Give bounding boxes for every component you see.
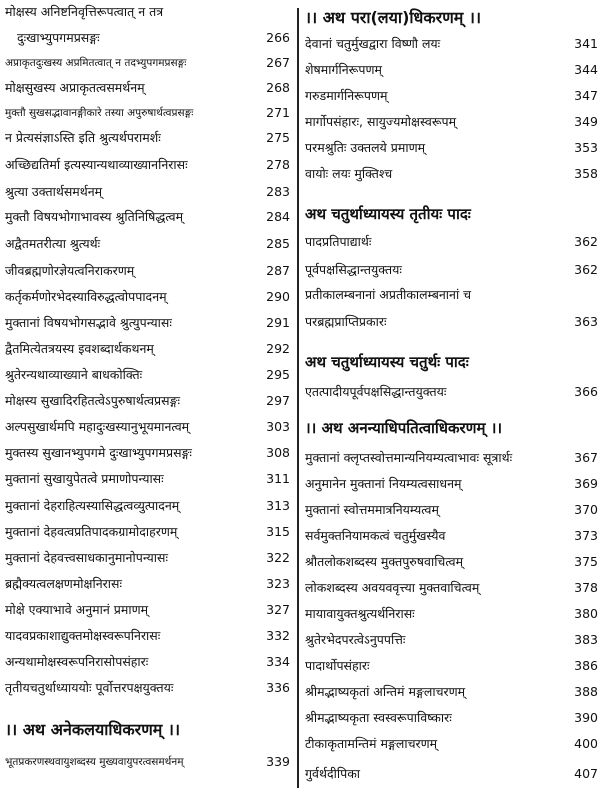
toc-entry-title: यादवप्रकाशाद्युक्तमोक्षस्वरूपनिरासः — [5, 628, 161, 643]
toc-entry-page: 344 — [574, 62, 598, 77]
toc-entry — [5, 263, 290, 279]
toc-entry-title: भूतप्रकरणस्थवायुशब्दस्य मुख्यवायुपरत्वसमर्थनम् — [5, 756, 184, 768]
toc-entry-page: 367 — [574, 450, 598, 465]
toc-entry-title: मार्गोपसंहारः, सायुज्यमोक्षस्वरूपम् — [305, 114, 457, 129]
toc-entry — [305, 684, 598, 700]
toc-entry-page: 332 — [266, 628, 290, 643]
toc-entry-page: 366 — [574, 384, 598, 399]
toc-entry — [305, 140, 598, 156]
toc-entry-page: 353 — [574, 140, 598, 155]
toc-entry-page: 308 — [266, 445, 290, 460]
toc-entry-title: अद्वैतमतरीत्या श्रुत्यर्थः — [5, 236, 101, 251]
toc-entry-page: 290 — [266, 289, 290, 304]
toc-entry-page: 315 — [266, 524, 290, 539]
toc-entry — [5, 498, 290, 514]
toc-entry-page: 313 — [266, 498, 290, 513]
toc-entry-page: 291 — [266, 315, 290, 330]
toc-entry-page: 287 — [266, 263, 290, 278]
toc-entry-page: 278 — [266, 157, 290, 172]
toc-entry — [5, 55, 290, 71]
section-heading: ।। अथ अनन्याधिपतित्वाधिकरणम् ।। — [305, 419, 503, 437]
toc-entry-title: प्रतीकालम्बनानां अप्रतीकालम्बनानां च — [305, 287, 472, 302]
toc-entry-page: 275 — [266, 130, 290, 145]
toc-entry-title: मुक्तानां देहराहित्यस्यासिद्धत्वव्युत्पादनम् — [5, 498, 180, 513]
toc-entry-title: श्रौतलोकशब्दस्य मुक्तपुरुषवाचित्वम् — [305, 554, 464, 569]
toc-entry — [305, 528, 598, 544]
toc-entry-title: मायावायुक्तश्रुत्यर्थनिरासः — [305, 606, 415, 621]
toc-entry-title: परब्रह्मप्राप्तिप्रकारः — [305, 314, 387, 329]
toc-entry-page: 369 — [574, 476, 598, 491]
toc-entry-title: श्रीमद्भाष्यकृतां अन्तिमं मङ्गलाचरणम् — [305, 684, 466, 699]
toc-entry-title: पादार्थोपसंहारः — [305, 658, 370, 673]
toc-entry — [305, 502, 598, 518]
toc-entry-page: 334 — [266, 654, 290, 669]
toc-entry-title: मुक्तस्य सुखानभ्युपगमे दुःखाभ्युपगमप्रसङ्गः — [5, 445, 192, 460]
toc-entry-title: पादप्रतिपाद्यार्थः — [305, 234, 372, 249]
toc-entry — [305, 736, 598, 752]
toc-entry — [5, 680, 290, 696]
section-heading: ।। अथ परा(लया)धिकरणम् ।। — [305, 8, 482, 27]
toc-entry-title: श्रुत्या उक्तार्थसमर्थनम् — [5, 184, 103, 199]
toc-entry — [5, 209, 290, 225]
toc-entry-title: टीकाकृतामन्तिमं मङ्गलाचरणम् — [305, 736, 438, 751]
toc-entry-page: 388 — [574, 684, 598, 699]
toc-entry-page: 341 — [574, 36, 598, 51]
toc-entry-title: मुक्तानां क्लृप्तस्वोत्तमान्यनियम्यत्वाभावः सूत्रार्थः — [305, 450, 513, 465]
toc-entry-page: 363 — [574, 314, 598, 329]
toc-entry-title: श्रुतेरभेदपरत्वेऽनुपपत्तिः — [305, 632, 406, 647]
toc-entry-title: जीवब्रह्मणोरज्ञेयत्वनिराकरणम् — [5, 263, 135, 278]
toc-entry-title: द्वैतमित्येतत्रयस्य इवशब्दार्थकथनम् — [5, 341, 154, 356]
toc-entry-page: 380 — [574, 606, 598, 621]
toc-entry-page: 284 — [266, 209, 290, 224]
toc-entry — [305, 632, 598, 648]
column-divider — [297, 8, 299, 788]
toc-entry — [305, 36, 598, 52]
toc-entry — [305, 476, 598, 492]
toc-entry-page: 267 — [266, 55, 290, 70]
toc-entry-title: मोक्षसुखस्य अप्राकृतत्वसमर्थनम् — [5, 80, 145, 95]
toc-entry-page: 323 — [266, 576, 290, 591]
toc-entry — [5, 315, 290, 331]
toc-entry — [305, 766, 598, 782]
section-heading: अथ चतुर्थाध्यायस्य चतुर्थः पादः — [305, 353, 469, 371]
toc-entry-title: अनुमानेन मुक्तानां नियम्यत्वसाधनम् — [305, 476, 462, 491]
toc-entry-title: मुक्तानां देहवत्त्वसाधकानुमानोपन्यासः — [5, 550, 168, 565]
toc-entry — [305, 658, 598, 674]
toc-entry — [5, 471, 290, 487]
toc-entry — [5, 130, 290, 146]
toc-entry-title: सर्वमुक्तनियामकत्वं चतुर्मुखस्यैव — [305, 528, 446, 543]
toc-entry-title: तृतीयचतुर्थाध्याययोः पूर्वोत्तरपक्षयुक्तयः — [5, 680, 174, 695]
toc-entry — [5, 236, 290, 252]
toc-entry — [305, 166, 598, 182]
toc-entry — [5, 157, 290, 173]
toc-entry-page: 347 — [574, 88, 598, 103]
toc-entry — [5, 4, 290, 20]
toc-entry-title: शेषमार्गनिरूपणम् — [305, 62, 382, 77]
toc-entry-title: लोकशब्दस्य अवयववृत्त्या मुक्तवाचित्वम् — [305, 580, 480, 595]
toc-entry — [5, 628, 290, 644]
toc-entry-page: 370 — [574, 502, 598, 517]
toc-entry — [5, 30, 290, 46]
toc-entry — [305, 88, 598, 104]
toc-entry — [5, 602, 290, 618]
toc-entry — [305, 287, 598, 303]
toc-entry-page: 407 — [574, 766, 598, 781]
toc-entry-title: ब्रह्मैक्यत्वलक्षणमोक्षनिरासः — [5, 576, 123, 591]
toc-entry-title: मोक्षस्य अनिष्टनिवृत्तिरूपत्वात् न तत्र — [5, 4, 164, 19]
toc-entry-page: 386 — [574, 658, 598, 673]
section-heading: अथ चतुर्थाध्यायस्य तृतीयः पादः — [305, 205, 471, 223]
toc-entry-page: 375 — [574, 554, 598, 569]
toc-entry — [305, 384, 598, 400]
toc-entry — [305, 710, 598, 726]
toc-entry-title: अल्पसुखार्थमपि महादुःखस्यानुभूयमानत्वम् — [5, 419, 190, 434]
toc-entry-title: मुक्तौ सुखसद्भावानङ्गीकारे तस्या अपुरुषार्थत्वप्रसङ्गः — [5, 107, 194, 119]
toc-entry-page: 362 — [574, 234, 598, 249]
section-heading: ।। अथ अनेकलयाधिकरणम् ।। — [5, 720, 181, 739]
toc-entry-page: 362 — [574, 262, 598, 277]
toc-entry — [305, 450, 598, 466]
toc-entry-page: 283 — [266, 184, 290, 199]
toc-entry-title: मुक्तानां विषयभोगसद्भावे श्रुत्युपन्यासः — [5, 315, 172, 330]
toc-entry-page: 358 — [574, 166, 598, 181]
toc-entry-title: मुक्तौ विषयभोगाभावस्य श्रुतिनिषिद्धत्वम् — [5, 209, 184, 224]
toc-entry-title: मुक्तानां स्वोत्तममात्रनियम्यत्वम् — [305, 502, 439, 517]
toc-entry-title: मोक्षस्य सुखादिरहितत्वेऽपुरुषार्थत्वप्रसङ्गः — [5, 393, 181, 408]
toc-entry-title: मुक्तानां सुखायुपेतत्वे प्रमाणोपन्यासः — [5, 471, 164, 486]
toc-entry — [305, 234, 598, 250]
toc-entry-page: 373 — [574, 528, 598, 543]
toc-entry — [305, 62, 598, 78]
toc-entry-page: 327 — [266, 602, 290, 617]
toc-entry — [5, 419, 290, 435]
toc-entry-title: गुर्वर्थदीपिका — [305, 766, 361, 781]
toc-entry-page: 266 — [266, 30, 290, 45]
toc-entry — [5, 367, 290, 383]
toc-entry — [5, 105, 290, 121]
toc-entry-title: दुःखाभ्युपगमप्रसङ्गः — [17, 30, 100, 45]
toc-entry-page: 311 — [266, 471, 290, 486]
toc-entry-page: 285 — [266, 236, 290, 251]
toc-entry — [5, 576, 290, 592]
toc-entry-page: 271 — [266, 105, 290, 120]
toc-entry-page: 383 — [574, 632, 598, 647]
toc-entry — [5, 184, 290, 200]
toc-entry-title: वायोः लयः मुक्तिश्च — [305, 166, 393, 181]
toc-entry-title: देवानां चतुर्मुखद्वारा विष्णौ लयः — [305, 36, 441, 51]
toc-entry — [305, 606, 598, 622]
toc-entry-page: 297 — [266, 393, 290, 408]
toc-entry-page: 292 — [266, 341, 290, 356]
toc-entry — [5, 289, 290, 305]
toc-entry-title: अन्यथामोक्षस्वरूपनिरासोपसंहारः — [5, 654, 149, 669]
toc-entry-page: 378 — [574, 580, 598, 595]
toc-entry-title: न प्रेत्यसंज्ञाऽस्ति इति श्रुत्यर्थपरामर्शः — [5, 130, 161, 145]
toc-entry — [5, 754, 290, 770]
toc-entry-title: परमश्रुतिः उक्तलये प्रमाणम् — [305, 140, 426, 155]
toc-entry — [5, 445, 290, 461]
toc-entry-title: मोक्षे एक्याभावे अनुमानं प्रमाणम् — [5, 602, 149, 617]
toc-entry — [305, 262, 598, 278]
toc-entry-page: 336 — [266, 680, 290, 695]
toc-entry — [5, 654, 290, 670]
toc-entry-title: श्रुतेरन्यथाव्याख्याने बाधकोक्तिः — [5, 367, 143, 382]
toc-entry-title: कर्तृकर्मणोरभेदस्याविरुद्धत्वोपपादनम् — [5, 289, 167, 304]
toc-entry — [305, 580, 598, 596]
toc-entry-page: 322 — [266, 550, 290, 565]
toc-entry — [5, 80, 290, 96]
toc-entry — [305, 114, 598, 130]
toc-entry-page: 268 — [266, 80, 290, 95]
toc-entry-title: श्रीमद्भाष्यकृता स्वस्वरूपाविष्कारः — [305, 710, 452, 725]
toc-entry-title: मुक्तानां देहवत्वप्रतिपादकग्रामोदाहरणम् — [5, 524, 178, 539]
toc-entry-title: पूर्वपक्षसिद्धान्तयुक्तयः — [305, 262, 402, 277]
toc-entry-page: 295 — [266, 367, 290, 382]
toc-entry-page: 349 — [574, 114, 598, 129]
toc-entry-title: एतत्पादीयपूर्वपक्षसिद्धान्तयुक्तयः — [305, 384, 447, 399]
toc-entry-page: 303 — [266, 419, 290, 434]
toc-entry-page: 339 — [266, 754, 290, 769]
toc-entry — [5, 524, 290, 540]
toc-entry — [305, 314, 598, 330]
toc-entry-title: अप्राकृतदुःखस्य अप्रमितत्वात् न तदभ्युपगमप्रसङ्गः — [5, 57, 187, 69]
toc-entry — [305, 554, 598, 570]
toc-entry-page: 400 — [574, 736, 598, 751]
toc-entry-title: अच्छिद्यतिर्मा इत्यस्यान्यथाव्याख्याननिरासः — [5, 157, 188, 172]
toc-entry — [5, 550, 290, 566]
toc-entry-page: 390 — [574, 710, 598, 725]
toc-entry-title: गरुडमार्गनिरूपणम् — [305, 88, 388, 103]
toc-entry — [5, 393, 290, 409]
toc-entry — [5, 341, 290, 357]
